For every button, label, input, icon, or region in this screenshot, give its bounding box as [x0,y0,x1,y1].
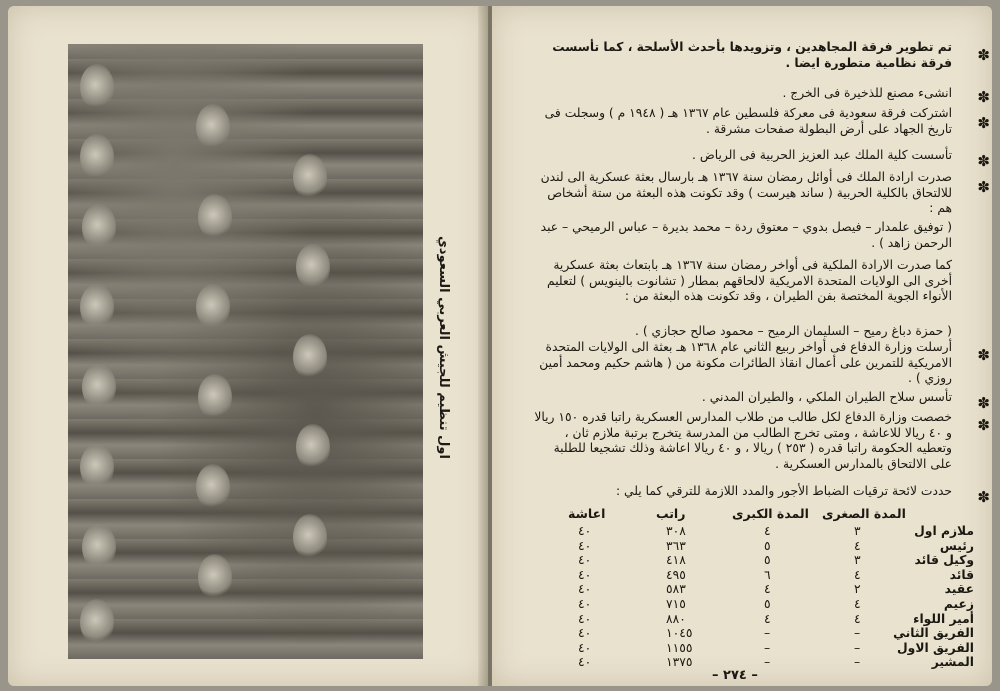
table-row [554,641,974,656]
historical-photo [68,44,423,659]
paragraph: انشىء مصنع للذخيرة فى الخرج . [782,86,952,100]
salary-cell: ٧١٥ [666,597,686,611]
left-page [8,6,488,686]
table-row [554,597,974,612]
bullet-star: ✽ [977,346,990,364]
min-cell: ٤ [854,597,861,611]
allowance-cell: ٤٠ [578,582,592,597]
table-row [554,539,974,554]
paragraph: ( توفيق علمدار – فيصل بدوي – معتوق ردة – محمد بديرة – عباس الرميحي – عبد الرحمن زاهد ) . [540,220,952,250]
table-row [554,612,974,627]
paragraph: أرسلت وزارة الدفاع فى أواخر ربيع الثاني عام ١٣٦٨ هـ بعثة الى الولايات المتحدة الامريكية للتمرين على أعمال انقاذ الطائرات مكونة من ( هاشم حكيم ومحمد أمين روزي ) . [539,340,952,385]
max-cell: ٤ [764,582,771,597]
allowance-cell: ٤٠ [578,553,592,568]
max-cell: ٥ [764,538,771,553]
allowance-cell: ٤٠ [578,655,592,670]
col-header-min: المدة الصغرى [822,506,906,521]
paragraph: تأسس سلاح الطيران الملكي ، والطيران المدني . [701,390,952,404]
col-header-max: المدة الكبرى [732,506,809,521]
bullet-star: ✽ [977,178,990,196]
right-page [492,6,992,686]
min-cell: ٤ [854,538,861,553]
salary-cell: ٤٩٥ [666,567,686,582]
page-number: – ٢٧٤ – [712,668,758,683]
bullet-star: ✽ [977,394,990,412]
max-cell: ٦ [764,567,771,582]
min-cell: ٤ [854,611,861,626]
allowance-cell: ٤٠ [578,538,592,553]
salary-cell: ٥٨٣ [666,582,686,597]
photo-figures [68,44,423,659]
table-row [554,626,974,641]
max-cell: ٤ [764,611,771,626]
max-cell: – [764,640,771,655]
max-cell: – [764,626,771,641]
table-row [554,582,974,597]
rank-cell: أمير اللواء [913,611,974,626]
bullet-star: ✽ [977,88,990,106]
table-row [554,655,974,670]
bullet-star: ✽ [977,46,990,64]
allowance-cell: ٤٠ [578,640,592,655]
min-cell: – [854,626,861,641]
salary-cell: ٣٠٨ [666,524,686,538]
paragraph: ( حمزة دباغ رميح – السليمان الرميح – محمود صالح حجازي ) . [635,324,952,338]
min-cell: ٤ [854,567,861,582]
salary-cell: ١١٥٥ [666,640,693,655]
paragraph: خصصت وزارة الدفاع لكل طالب من طلاب المدارس العسكرية راتبا قدره ١٥٠ ريالا و ٤٠ ريالا للاعاشة ، ومتى تخرج الطالب من المدرسة يتخرج برتبة ملازم ثان ، وتعطيه الحكومة راتبا قدره ( ٢٥٣ ) ريالا ، و ٤٠ ريالا اعاشة وذلك تشجيعا للطلبة على الالتحاق بالمدارس العسكرية . [534,410,952,471]
min-cell: ٣ [854,524,861,538]
table-row [554,524,974,539]
max-cell: ٥ [764,553,771,568]
rank-cell: عقيد [944,582,974,597]
paragraph: كما صدرت الارادة الملكية فى أواخر رمضان سنة ١٣٦٧ هـ بابتعاث بعثة عسكرية أخرى الى الولايات المتحدة الامريكية لالحاقهم بمطار ( تشانوت بالينويس ) لتعليم الأنواء الجوية المختصة بفن الطيران ، وقد تكونت هذه البعثة من : [547,258,952,303]
paragraph: اشتركت فرقة سعودية فى معركة فلسطين عام ١٣٦٧ هـ ( ١٩٤٨ م ) وسجلت فى تاريخ الجهاد على أرض البطولة صفحات مشرقة . [544,106,952,136]
max-cell: ٥ [764,597,771,611]
max-cell: ٤ [764,524,771,538]
photo-caption: اول تنظيم للجيش العربي السعودي [436,236,451,459]
paragraph: حددت لائحة ترقيات الضباط الأجور والمدد اللازمة للترقي كما يلي : [615,484,952,498]
min-cell: ٢ [854,582,861,597]
allowance-cell: ٤٠ [578,626,592,641]
paragraph: تم تطوير فرقة المجاهدين ، وتزويدها بأحدث الأسلحة ، كما تأسست فرقة نظامية متطورة ايضا . [552,40,952,70]
allowance-cell: ٤٠ [578,567,592,582]
rank-cell: زعيم [943,597,974,611]
col-header-salary: راتب [656,506,686,521]
bullet-star: ✽ [977,488,990,506]
rank-cell: قائد [949,567,974,582]
paragraph: صدرت ارادة الملك فى أوائل رمضان سنة ١٣٦٧ هـ بارسال بعثة عسكرية الى لندن للالتحاق بالكلية الحربية ( ساند هيرست ) وقد تكونت هذه البعثة من ستة أشخاص هم : [540,170,952,215]
bullet-star: ✽ [977,152,990,170]
rank-cell: الفريق الاول [897,640,974,655]
salary-cell: ١٠٤٥ [666,626,693,641]
rank-cell: وكيل قائد [914,553,974,568]
min-cell: – [854,640,861,655]
rank-cell: الفريق الثاني [893,626,974,641]
bullet-star: ✽ [977,416,990,434]
col-header-allowance: اعاشة [568,506,606,521]
salary-cell: ١٣٧٥ [666,655,693,670]
rank-cell: رئيس [939,538,974,553]
table-row [554,553,974,568]
rank-cell: المشير [931,655,974,670]
salary-cell: ٣٦٣ [666,538,686,553]
paragraph: تأسست كلية الملك عبد العزيز الحربية فى الرياض . [692,148,952,162]
min-cell: ٣ [854,553,861,568]
allowance-cell: ٤٠ [578,611,592,626]
rank-cell: ملازم اول [914,524,974,538]
min-cell: – [854,655,861,670]
salary-cell: ٨٨٠ [666,611,686,626]
allowance-cell: ٤٠ [578,597,592,611]
salary-cell: ٤١٨ [666,553,686,568]
bullet-star: ✽ [977,114,990,132]
allowance-cell: ٤٠ [578,524,592,538]
max-cell: – [764,655,771,670]
table-row [554,568,974,583]
